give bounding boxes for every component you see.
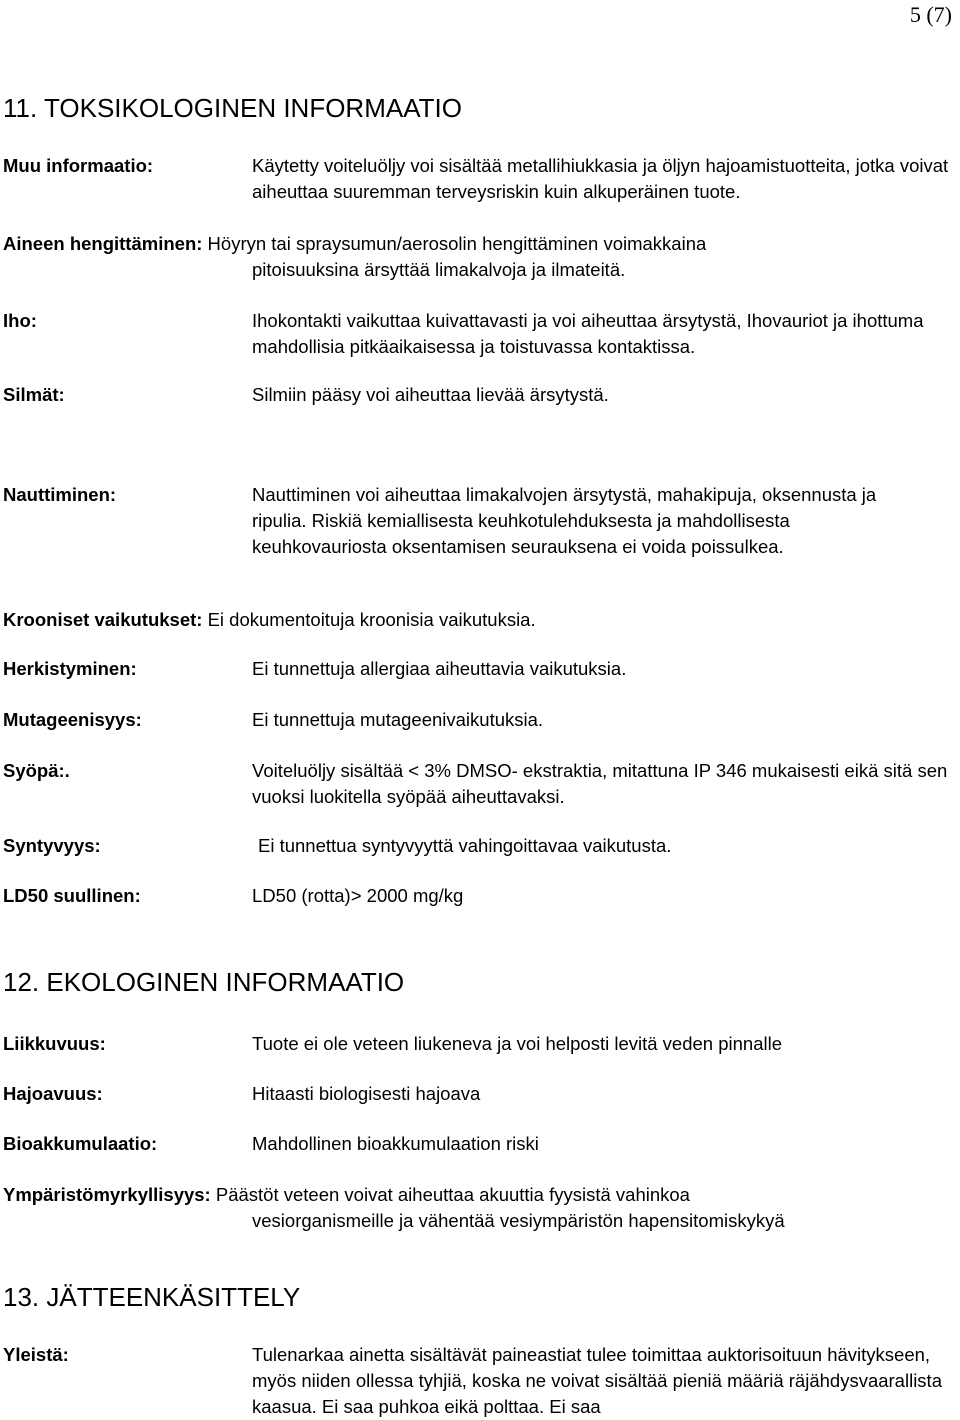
iho-label: Iho:: [3, 310, 37, 331]
syntyvyys-text: Ei tunnettua syntyvyyttä vahingoittavaa vaikutusta.: [258, 835, 672, 856]
herkistyminen-label: Herkistyminen:: [3, 658, 137, 679]
hajoavuus-label: Hajoavuus:: [3, 1083, 103, 1104]
yleista-text: Tulenarkaa ainetta sisältävät paineastiat tulee toimittaa auktorisoituun hävitykseen, myös niiden ollessa tyhjiä, koska ne voivat sisältää pieniä määriä räjähdysvaarallista kaasua. Ei saa puhkoa eikä polttaa. Ei saa: [252, 1344, 942, 1417]
ld50-label: LD50 suullinen:: [3, 885, 141, 906]
silmat-label: Silmät:: [3, 384, 65, 405]
mutageenisyys-label: Mutageenisyys:: [3, 709, 142, 730]
liikkuvuus-text: Tuote ei ole veteen liukeneva ja voi helposti levitä veden pinnalle: [252, 1033, 782, 1054]
ld50-text: LD50 (rotta)> 2000 mg/kg: [252, 885, 464, 906]
krooniset-label: Krooniset vaikutukset:: [3, 609, 203, 630]
nauttiminen-text: Nauttiminen voi aiheuttaa limakalvojen ärsytystä, mahakipuja, oksennusta ja ripulia. Riskiä kemiallisesta keuhkotulehduksesta ja mahdollisesta keuhkovauriosta oksentamisen seurauksena ei voida poissulkea.: [252, 484, 877, 557]
herkistyminen-text: Ei tunnettuja allergiaa aiheuttavia vaikutuksia.: [252, 658, 627, 679]
hajoavuus-text: Hitaasti biologisesti hajoava: [252, 1083, 481, 1104]
ymparistomyrkyllisyys-label: Ympäristömyrkyllisyys:: [3, 1184, 211, 1205]
silmat-text: Silmiin pääsy voi aiheuttaa lievää ärsytystä.: [252, 384, 609, 405]
aineen-hengittaminen-text-1: Höyryn tai spraysumun/aerosolin hengittäminen voimakkaina: [207, 233, 707, 254]
ymparistomyrkyllisyys-text-2: vesiorganismeille ja vähentää vesiympäristön hapensitomiskykyä: [252, 1210, 785, 1231]
ymparistomyrkyllisyys-text-1: Päästöt veteen voivat aiheuttaa akuuttia fyysistä vahinkoa: [215, 1184, 690, 1205]
krooniset-row: [3, 607, 536, 633]
aineen-hengittaminen-row: [3, 231, 706, 257]
liikkuvuus-label: Liikkuvuus:: [3, 1033, 106, 1054]
bioakkumulaatio-text: Mahdollinen bioakkumulaation riski: [252, 1133, 539, 1154]
iho-text: Ihokontakti vaikuttaa kuivattavasti ja voi aiheuttaa ärsytystä, Ihovauriot ja ihottuma mahdollisia pitkäaikaisessa ja toistuvassa kontaktissa.: [252, 310, 924, 357]
krooniset-text: Ei dokumentoituja kroonisia vaikutuksia.: [207, 609, 536, 630]
mutageenisyys-text: Ei tunnettuja mutageenivaikutuksia.: [252, 709, 544, 730]
aineen-hengittaminen-text-2: pitoisuuksina ärsyttää limakalvoja ja ilmateitä.: [252, 259, 626, 280]
nauttiminen-label: Nauttiminen:: [3, 484, 117, 505]
bioakkumulaatio-label: Bioakkumulaatio:: [3, 1133, 158, 1154]
aineen-hengittaminen-label: Aineen hengittäminen:: [3, 233, 203, 254]
section-13-heading: 13. JÄTTEENKÄSITTELY: [3, 1282, 301, 1312]
muu-informaatio-text: Käytetty voiteluöljy voi sisältää metallihiukkasia ja öljyn hajoamistuotteita, jotka voivat aiheuttaa suuremman terveysriskin kuin alkuperäinen tuote.: [252, 155, 949, 202]
page-number: 5 (7): [909, 2, 952, 27]
section-11-heading: 11. TOKSIKOLOGINEN INFORMAATIO: [3, 93, 462, 123]
yleista-label: Yleistä:: [3, 1344, 69, 1365]
syopa-text: Voiteluöljy sisältää < 3% DMSO- ekstraktia, mitattuna IP 346 mukaisesti eikä sitä sen vuoksi luokitella syöpää aiheuttavaksi.: [252, 760, 948, 807]
syopa-label: Syöpä:.: [3, 760, 70, 781]
muu-informaatio-label: Muu informaatio:: [3, 155, 154, 176]
section-12-heading: 12. EKOLOGINEN INFORMAATIO: [3, 967, 405, 997]
ymparistomyrkyllisyys-row: [3, 1182, 690, 1208]
syntyvyys-label: Syntyvyys:: [3, 835, 101, 856]
